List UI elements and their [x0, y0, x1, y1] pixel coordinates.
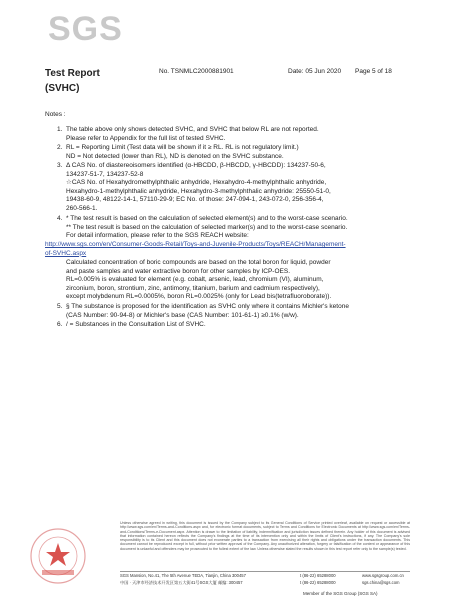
legal-disclaimer: Unless otherwise agreed in writing, this document is issued by the Company subject to its General Conditions of Service printed overleaf, available on request or accessible at http://www.sgs.com/en/Terms-and-Conditions.aspx and, for electronic format documents, subject to Terms and Conditions for Electronic Documents at http://www.sgs.com/en/Terms-and-Conditions/Terms-e-Document.aspx. Attention is drawn to the limitation of liability, indemnification and jurisdiction issues defined therein. Any holder of this document is advised that information contained hereon reflects the Company's findings at the time of its intervention only and within the limits of Client's instructions, if any. The Company's sole responsibility is to its Client and this document does not exonerate parties to a transaction from exercising all their rights and obligations under the transaction documents. This document cannot be reproduced except in full, without prior written approval of the Company. Any unauthorized alteration, forgery or falsification of the content or appearance of this document is unlawful and offenders may be prosecuted to the fullest extent of the law. Unless otherwise stated the results shown in this test report refer only to the sample(s) tested. [120, 521, 410, 551]
telephone-1: t (86-22) 65288000 [300, 573, 336, 578]
note-5: 5. § The substance is proposed for the identification as SVHC only where it contains Michler's ketone (CAS Number: 90-94-8) or Michler's base (CAS Number: 101-61-1) ≥0.1% (w/w). [57, 303, 349, 319]
page-number: Page 5 of 18 [355, 68, 392, 75]
note-1: 1. The table above only shows detected SVHC, and SVHC that below RL are not reported. Please refer to Appendix for the full list of tested SVHC. [57, 126, 319, 142]
notes-label: Notes : [45, 111, 66, 118]
footer-divider [120, 571, 410, 572]
note-6: 6. / = Substances in the Consultation List of SVHC. [57, 321, 206, 328]
sgs-logo: SGS [48, 10, 123, 48]
boron-note: Calculated concentration of boric compounds are based on the total boron for liquid, powder and paste samples and water extractive boron for other samples by ICP-OES. RL=0.005% is evaluated for element (e.g. cobalt, arsenic, lead, chromium (VI), aluminum, zirconium, boron, strontium, zinc, antimony, titanium, barium and cadmium respectively), except molybdenum RL=0.0005%, boron RL=0.0025% (only for Lead bis(tetrafluoroborate)). [66, 259, 332, 301]
note-3: 3. Δ CAS No. of diastereoisomers identified (α-HBCDD, β-HBCDD, γ-HBCDD): 134237-50-6, 134237-51-7, 134237-52-8 ☆CAS No. of Hexahydromethylphthalic anhydride, Hexahydro-4-methylphthalic anhydride, Hexahydro-1-methylphthalic anhydride, Hexahydro-3-methylphthalic anhydride: 25550-51-0, 19438-60-9, 48122-14-1, 57110-29-9; EC No. of those: 247-094-1, 243-072-0, 256-356-4, 260-566-1. [57, 162, 331, 212]
reach-website-link[interactable]: http://www.sgs.com/en/Consumer-Goods-Retail/Toys-and-Juvenile-Products/Toys/REACH/Management- of-SVHC.aspx [45, 241, 346, 257]
report-number: No. TSNMLC2000881901 [159, 68, 234, 75]
address-english: SGS Mansion, No.41, The 5th Avenue TEDA, Tianjin, China 300457 [120, 573, 246, 578]
note-4: 4. * The test result is based on the calculation of selected element(s) and to the worst-case scenario. ** The test result is based on the calculation of selected marker(s) and to the worst-case scenario. For detail information, please refer to the SGS REACH website: [57, 215, 348, 240]
website-link[interactable]: www.sgsgroup.com.cn [362, 573, 404, 578]
address-chinese: 中国 · 天津市经济技术开发区第五大街41号SGS大厦 邮编: 300457 [120, 580, 243, 585]
inspection-stamp-seal [28, 526, 88, 586]
note-2: 2. RL = Reporting Limit (Test data will be shown if it ≥ RL. RL is not regulatory limit.) ND = Not detected (lower than RL), ND is denoted on the SVHC substance. [57, 144, 299, 160]
email-link[interactable]: sgs.china@sgs.com [362, 580, 400, 585]
member-of-sgs-group: Member of the SGS Group (SGS SA) [303, 591, 378, 596]
report-title: Test Report (SVHC) [45, 68, 100, 94]
report-date: Date: 05 Jun 2020 [288, 68, 342, 75]
telephone-2: t (86-22) 65288000 [300, 580, 336, 585]
